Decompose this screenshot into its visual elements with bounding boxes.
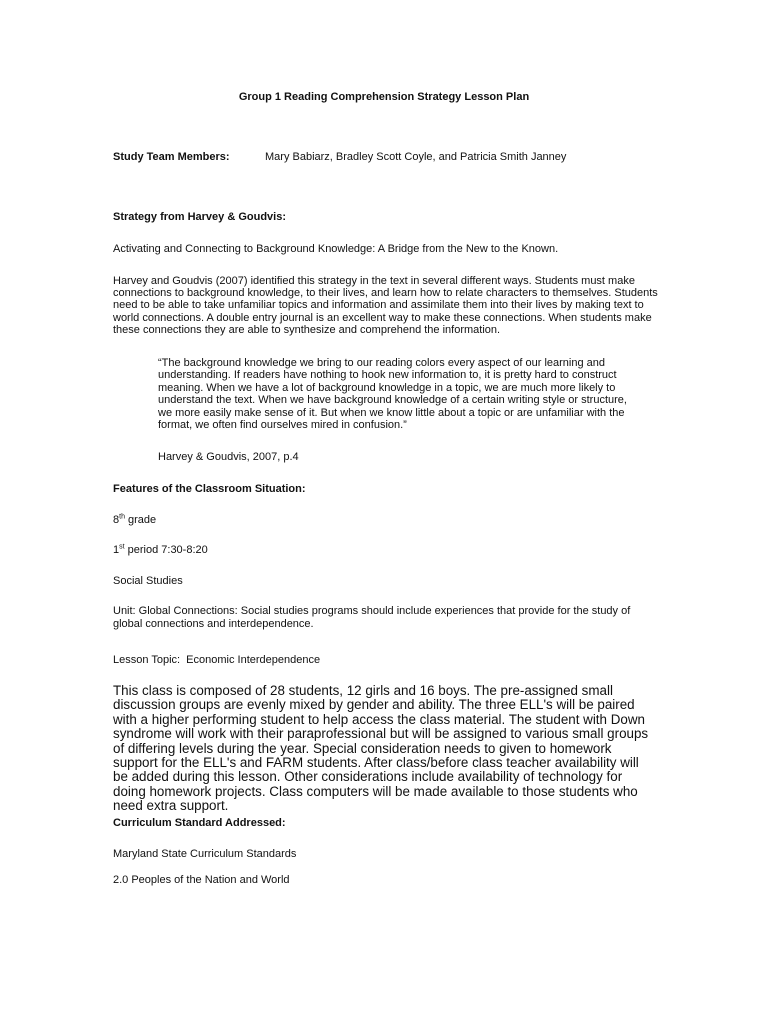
- period-number: 1: [113, 544, 120, 556]
- lesson-topic: Lesson Topic: Economic Interdependence: [113, 654, 321, 666]
- strategy-quote: “The background knowledge we bring to our reading colors every aspect of our learning and understanding. If readers have nothing to hook new information to, it is pretty hard to construct meaning. When we have a lot of background knowledge in a topic, we are much more likely to understand the text. When we have background knowledge of a certain writing style or structure, we more easily make sense of it. But when we know little about a topic or are unfamiliar with the format, we often find ourselves mired in confusion.”: [158, 357, 627, 432]
- grade-number: 8: [113, 514, 120, 526]
- period-suffix: st: [119, 543, 125, 551]
- team-label: Study Team Members:: [113, 151, 230, 163]
- team-members: Mary Babiarz, Bradley Scott Coyle, and Patricia Smith Janney: [265, 151, 567, 163]
- classroom-heading: Features of the Classroom Situation:: [113, 483, 306, 495]
- period-text: period 7:30-8:20: [124, 544, 208, 556]
- class-composition: This class is composed of 28 students, 12 girls and 16 boys. The pre-assigned small discussion groups are evenly mixed by gender and ability. The three ELL's will be paired with a higher performing student to help access the class material. The student with Down syndrome will work with their paraprofessional but will be assigned to various small groups of differing levels during the year. Special consideration needs to given to homework support for the ELL's and FARM students. After class/before class teacher availability will be added during this lesson. Other considerations include availability of technology for doing homework projects. Class computers will be made available to those students who need extra support.: [113, 683, 649, 814]
- grade-suffix: th: [119, 513, 125, 521]
- curriculum-item: 2.0 Peoples of the Nation and World: [113, 874, 290, 886]
- unit-paragraph: Unit: Global Connections: Social studies programs should include experiences that provide for the study of global connections and interdependence.: [113, 605, 631, 630]
- curriculum-heading: Curriculum Standard Addressed:: [113, 817, 286, 829]
- strategy-heading: Strategy from Harvey & Goudvis:: [113, 211, 286, 223]
- grade-line: [113, 514, 156, 527]
- quote-citation: Harvey & Goudvis, 2007, p.4: [158, 451, 299, 463]
- subject-line: Social Studies: [113, 575, 183, 587]
- strategy-description: Harvey and Goudvis (2007) identified this strategy in the text in several different ways. Students must make connections to background knowledge, to their lives, and learn how to relate characters to themselves. Students need to be able to take unfamiliar topics and information and assimilate them into their lives by making text to world connections. A double entry journal is an excellent way to make these connections. When students make these connections they are able to synthesize and comprehend the information.: [113, 275, 658, 336]
- period-line: [113, 544, 208, 557]
- curriculum-standards: Maryland State Curriculum Standards: [113, 848, 297, 860]
- strategy-name: Activating and Connecting to Background Knowledge: A Bridge from the New to the Known.: [113, 243, 559, 255]
- grade-text: grade: [124, 514, 157, 526]
- page-title: Group 1 Reading Comprehension Strategy Lesson Plan: [238, 91, 530, 103]
